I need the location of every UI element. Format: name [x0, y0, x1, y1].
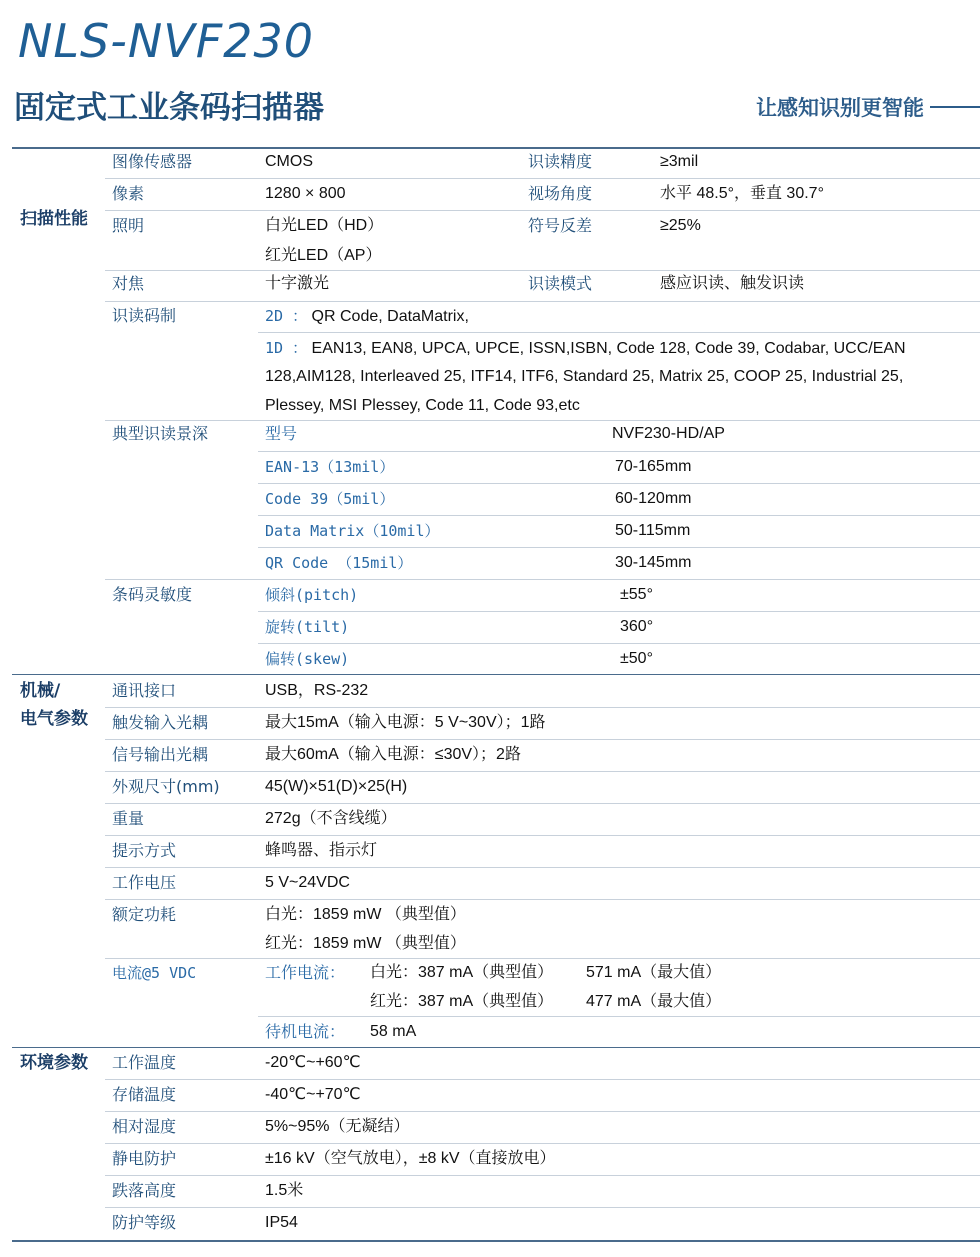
label-work-current: 工作电流： [265, 963, 346, 982]
divider [105, 579, 980, 580]
label-humidity: 相对湿度 [112, 1117, 177, 1136]
dof-head-value: NVF230-HD/AP [612, 425, 725, 442]
value-2d-list: QR Code, DataMatrix, [311, 308, 469, 325]
value-light-red: 红光LED（AP） [265, 247, 382, 264]
label-light: 照明 [112, 216, 145, 235]
slogan [756, 92, 980, 122]
value-1d-list-2: 128,AIM128, Interleaved 25, ITF14, ITF6, Standard 25, Matrix 25, COOP 25, Industrial 25, [265, 368, 904, 385]
divider [258, 611, 980, 612]
value-op-temp: -20℃~+60℃ [265, 1054, 361, 1071]
divider [105, 899, 980, 900]
label-standby-current: 待机电流： [265, 1022, 346, 1041]
value-pixel: 1280 × 800 [265, 185, 346, 202]
value-power-white: 白光：1859 mW （典型值） [265, 906, 466, 923]
value-signal: 最大60mA（输入电源：≤30V）；2路 [265, 746, 521, 763]
value-work-current-red-max: 477 mA（最大值） [586, 993, 722, 1010]
value-standby-current: 58 mA [370, 1023, 417, 1040]
sens-value: 360° [620, 618, 654, 635]
value-drop: 1.5米 [265, 1182, 304, 1199]
product-model: NLS-NVF230 [18, 14, 314, 68]
divider [105, 771, 980, 772]
label-pixel: 像素 [112, 184, 145, 203]
label-contrast: 符号反差 [528, 216, 593, 235]
value-1d-list-3: Plessey, MSI Plessey, Code 11, Code 93,etc [265, 397, 580, 414]
label-sensor: 图像传感器 [112, 152, 193, 171]
value-voltage: 5 V~24VDC [265, 874, 350, 891]
dof-code: Code 39（5mil） [265, 490, 395, 508]
value-alert: 蜂鸣器、指示灯 [265, 842, 378, 859]
label-read-mode: 识读模式 [528, 274, 593, 293]
value-interface: USB，RS-232 [265, 682, 369, 699]
dof-range: 60-120mm [615, 490, 692, 507]
label-power: 额定功耗 [112, 905, 177, 924]
section-mech-line2: 电气参数 [20, 709, 88, 729]
divider [105, 803, 980, 804]
divider [105, 1079, 980, 1080]
slogan-text: 让感知识别更智能 [756, 96, 924, 120]
dof-code: QR Code （15mil） [265, 554, 413, 572]
label-weight: 重量 [112, 809, 145, 828]
value-work-current-red: 红光：387 mA（典型值） [370, 993, 554, 1010]
label-focus: 对焦 [112, 274, 145, 293]
label-op-temp: 工作温度 [112, 1053, 177, 1072]
label-voltage: 工作电压 [112, 873, 177, 892]
value-fov: 水平 48.5°，垂直 30.7° [660, 185, 824, 202]
value-light-white: 白光LED（HD） [265, 217, 384, 234]
section-scan-performance: 扫描性能 [20, 209, 88, 229]
value-esd: ±16 kV（空气放电），±8 kV（直接放电） [265, 1150, 556, 1167]
label-ip: 防护等级 [112, 1213, 177, 1232]
label-sensitivity: 条码灵敏度 [112, 585, 193, 604]
value-storage-temp: -40℃~+70℃ [265, 1086, 361, 1103]
divider [105, 1111, 980, 1112]
dof-head-label: 型号 [265, 424, 298, 443]
label-storage-temp: 存储温度 [112, 1085, 177, 1104]
divider [105, 867, 980, 868]
divider [258, 643, 980, 644]
prefix-2d: 2D ： [265, 307, 308, 325]
section-environment: 环境参数 [20, 1053, 88, 1073]
divider [105, 301, 980, 302]
label-alert: 提示方式 [112, 841, 177, 860]
dof-range: 50-115mm [615, 522, 691, 539]
label-esd: 静电防护 [112, 1149, 177, 1168]
value-weight: 272g（不含线缆） [265, 810, 397, 827]
value-humidity: 5%~95%（无凝结） [265, 1118, 410, 1135]
divider [105, 1207, 980, 1208]
value-1d-list-1: EAN13, EAN8, UPCA, UPCE, ISSN,ISBN, Code 128, Code 39, Codabar, UCC/EAN [311, 340, 906, 357]
label-fov: 视场角度 [528, 184, 593, 203]
divider [105, 835, 980, 836]
divider [105, 739, 980, 740]
value-focus: 十字激光 [265, 275, 330, 292]
value-2d [265, 300, 469, 333]
label-dof: 典型识读景深 [112, 424, 209, 443]
dof-code: Data Matrix（10mil） [265, 522, 440, 540]
value-precision: ≥3mil [660, 153, 699, 170]
table-bottom-border [12, 1240, 980, 1242]
value-read-mode: 感应识读、触发识读 [660, 275, 805, 292]
divider [105, 1175, 980, 1176]
section-mech-line1: 机械/ [20, 681, 61, 701]
sens-value: ±50° [620, 650, 653, 667]
label-interface: 通讯接口 [112, 681, 177, 700]
label-current: 电流@5 VDC [112, 964, 197, 982]
divider [105, 420, 980, 421]
product-subtitle: 固定式工业条码扫描器 [14, 90, 324, 126]
slogan-dash [930, 106, 980, 108]
dof-range: 70-165mm [615, 458, 692, 475]
value-trigger: 最大15mA（输入电源：5 V~30V）；1路 [265, 714, 546, 731]
sens-name: 旋转(tilt) [265, 618, 350, 636]
sens-value: ±55° [620, 586, 653, 603]
value-power-red: 红光：1859 mW （典型值） [265, 935, 466, 952]
dof-range: 30-145mm [615, 554, 692, 571]
label-trigger: 触发输入光耦 [112, 713, 209, 732]
label-symbologies: 识读码制 [112, 306, 177, 325]
value-sensor: CMOS [265, 153, 313, 170]
value-size: 45(W)×51(D)×25(H) [265, 778, 408, 795]
prefix-1d: 1D ： [265, 339, 308, 357]
sens-name: 偏转(skew) [265, 650, 350, 668]
dof-code: EAN-13（13mil） [265, 458, 395, 476]
label-size: 外观尺寸(mm) [112, 777, 220, 796]
value-work-current-white-max: 571 mA（最大值） [586, 964, 722, 981]
value-contrast: ≥25% [660, 217, 701, 234]
value-work-current-white: 白光：387 mA（典型值） [370, 964, 554, 981]
sens-name: 倾斜(pitch) [265, 586, 359, 604]
divider [258, 1016, 980, 1017]
label-signal: 信号输出光耦 [112, 745, 209, 764]
label-precision: 识读精度 [528, 152, 593, 171]
value-ip: IP54 [265, 1214, 298, 1231]
label-drop: 跌落高度 [112, 1181, 177, 1200]
